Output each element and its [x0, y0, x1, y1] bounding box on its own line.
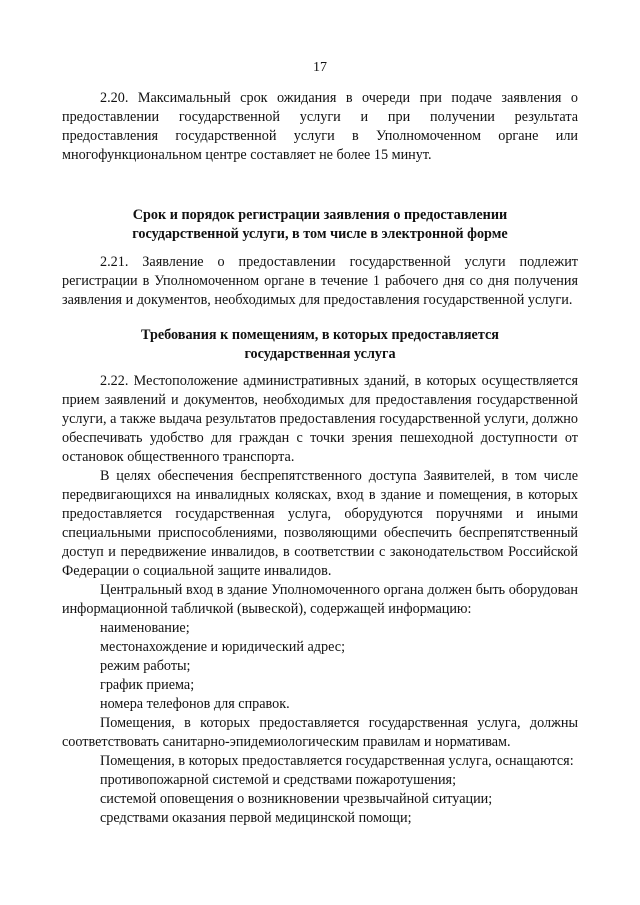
list-item: системой оповещения о возникновении чрезвычайной ситуации; [100, 791, 493, 807]
list-item: средствами оказания первой медицинской помощи; [100, 810, 412, 826]
list-item: режим работы; [100, 658, 191, 674]
heading-line: Срок и порядок регистрации заявления о предоставлении [132, 207, 508, 223]
list-item: наименование; [100, 620, 190, 636]
list-item: местонахождение и юридический адрес; [100, 639, 346, 655]
heading-line: Требования к помещениям, в которых предоставляется [141, 327, 499, 343]
heading-line: государственная услуга [244, 345, 396, 362]
list-item: противопожарной системой и средствами пожаротушения; [100, 772, 457, 788]
heading-line: государственной услуги, в том числе в электронной форме [132, 225, 508, 242]
page-number: 17 [313, 60, 327, 75]
section-heading-premises [62, 326, 578, 363]
paragraph-entrance: Центральный вход в здание Уполномоченного органа должен быть оборудован информационной табличкой (вывеской), содержащей информацию: [62, 582, 578, 617]
paragraph-equipped: Помещения, в которых предоставляется государственная услуга, оснащаются: [100, 753, 574, 769]
paragraph-2-21: 2.21. Заявление о предоставлении государственной услуги подлежит регистрации в Уполномоченном органе в течение 1 рабочего дня со дня получения заявления и документов, необходимых для предоставления государственной услуги. [62, 254, 578, 308]
paragraph-accessibility: В целях обеспечения беспрепятственного доступа Заявителей, в том числе передвигающихся на инвалидных колясках, вход в здание и помещения, в которых предоставляется государственная услуга, оборудуются поручнями и иными специальными приспособлениями, позволяющими обеспечить беспрепятственный доступ и передвижение инвалидов, в соответствии с законодательством Российской Федерации о социальной защите инвалидов. [62, 468, 578, 579]
document-body [62, 89, 578, 828]
paragraph-sanitary: Помещения, в которых предоставляется государственная услуга, должны соответствовать санитарно-эпидемиологическим правилам и нормативам. [62, 715, 578, 750]
list-item: номера телефонов для справок. [100, 696, 290, 712]
list-item: график приема; [100, 677, 195, 693]
section-heading-registration [62, 206, 578, 243]
paragraph-2-22: 2.22. Местоположение административных зданий, в которых осуществляется прием заявлений и документов, необходимых для предоставления государственной услуги, а также выдача результатов предоставления государственной услуги, должно обеспечивать удобство для граждан с точки зрения пешеходной доступности от остановок общественного транспорта. [62, 373, 578, 465]
paragraph-2-20: 2.20. Максимальный срок ожидания в очереди при подаче заявления о предоставлении государственной услуги и при получении результата предоставления государственной услуги в Уполномоченном органе или многофункциональном центре составляет не более 15 минут. [62, 90, 578, 163]
